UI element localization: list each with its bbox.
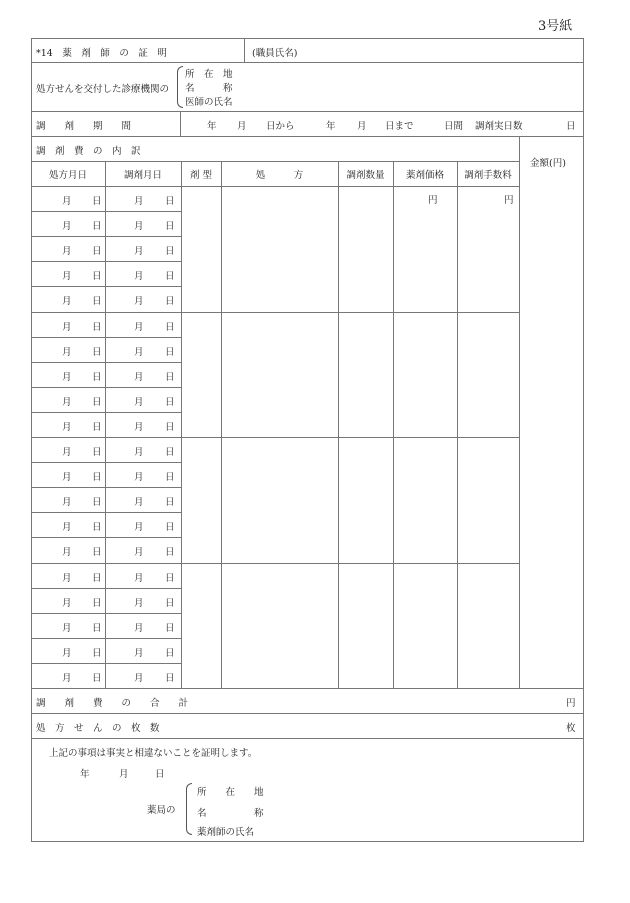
prescription-day[interactable]: 日 — [92, 647, 102, 659]
table-row — [31, 487, 181, 512]
prescription-day[interactable]: 日 — [92, 221, 102, 233]
prescription-day[interactable]: 日 — [92, 396, 102, 408]
prescription-month[interactable]: 月 — [62, 271, 72, 283]
dispensing-month[interactable]: 月 — [134, 447, 144, 458]
dispensing-day[interactable]: 日 — [165, 321, 175, 333]
table-row — [31, 236, 181, 261]
dispensing-month[interactable]: 月 — [134, 271, 144, 283]
column-header-prescription-date: 処方月日 — [48, 170, 87, 181]
dispensing-day[interactable]: 日 — [165, 672, 175, 684]
dispensing-month[interactable]: 月 — [134, 221, 144, 233]
table-row — [31, 286, 181, 311]
column-divider — [457, 161, 458, 688]
dispensing-month[interactable]: 月 — [134, 522, 144, 534]
dispensing-month[interactable]: 月 — [134, 672, 144, 684]
prescription-day[interactable]: 日 — [92, 497, 102, 509]
dispensing-day[interactable]: 日 — [165, 622, 175, 634]
amount-header: 金額(円) — [530, 158, 566, 169]
prescription-day[interactable]: 日 — [92, 547, 102, 559]
period-end-day[interactable]: 日まで — [385, 121, 414, 132]
dispensing-month[interactable]: 月 — [134, 346, 144, 358]
prescription-day[interactable]: 日 — [92, 597, 102, 609]
column-divider — [338, 161, 339, 688]
dispensing-month[interactable]: 月 — [134, 246, 144, 258]
prescription-month[interactable]: 月 — [62, 547, 72, 559]
column-header-dispensing-fee: 調剤手数料 — [464, 170, 512, 181]
prescription-month[interactable]: 月 — [62, 371, 72, 383]
dispensing-month[interactable]: 月 — [134, 396, 144, 408]
prescription-month[interactable]: 月 — [62, 522, 72, 534]
column-divider — [221, 161, 222, 688]
dispensing-day[interactable]: 日 — [165, 572, 175, 584]
total-label: 調 剤 費 の 合 計 — [36, 698, 189, 709]
prescription-month[interactable]: 月 — [62, 647, 72, 659]
dispensing-day[interactable]: 日 — [165, 522, 175, 534]
institution-name-field[interactable]: 名 称 — [185, 83, 233, 94]
period-days[interactable]: 日間 — [444, 121, 464, 132]
dispensing-month[interactable]: 月 — [134, 321, 144, 333]
dispensing-day[interactable]: 日 — [165, 472, 175, 484]
table-row — [31, 512, 181, 537]
pharmacy-address-field[interactable]: 所 在 地 — [197, 787, 264, 798]
total-field[interactable]: 円 — [566, 698, 576, 709]
breakdown-label: 調 剤 費 の 内 訳 — [36, 146, 141, 157]
certification-statement: 上記の事項は事実と相違ないことを証明します。 — [49, 748, 258, 759]
table-row — [31, 638, 181, 663]
dispensing-month[interactable]: 月 — [134, 622, 144, 634]
dispensing-day[interactable]: 日 — [165, 246, 175, 258]
brace-icon — [186, 783, 192, 835]
prescription-day[interactable]: 日 — [92, 622, 102, 634]
table-row — [31, 412, 181, 437]
dispensing-day[interactable]: 日 — [165, 497, 175, 509]
dispensing-month[interactable]: 月 — [134, 597, 144, 609]
prescription-month[interactable]: 月 — [62, 396, 72, 408]
prescription-month[interactable]: 月 — [62, 421, 72, 433]
prescription-day[interactable]: 日 — [92, 472, 102, 484]
dispensing-day[interactable]: 日 — [165, 647, 175, 659]
dispensing-month[interactable]: 月 — [134, 196, 144, 207]
prescription-month[interactable]: 月 — [62, 672, 72, 684]
prescription-day[interactable]: 日 — [92, 321, 102, 333]
dispensing-day[interactable]: 日 — [165, 221, 175, 233]
table-row — [31, 387, 181, 412]
prescription-month[interactable]: 月 — [62, 196, 72, 207]
dispensing-day[interactable]: 日 — [165, 396, 175, 408]
brace-icon — [177, 66, 183, 108]
prescription-day[interactable]: 日 — [92, 522, 102, 534]
prescription-day[interactable]: 日 — [92, 346, 102, 358]
dispensing-month[interactable]: 月 — [134, 421, 144, 433]
column-header-dispensing-date: 調剤月日 — [123, 170, 162, 181]
table-row — [31, 462, 181, 487]
prescription-day[interactable]: 日 — [92, 447, 102, 458]
prescription-day[interactable]: 日 — [92, 296, 102, 308]
prescription-day[interactable]: 日 — [92, 672, 102, 684]
cert-day[interactable]: 日 — [155, 769, 165, 780]
prescription-month[interactable]: 月 — [62, 296, 72, 308]
prescription-day[interactable]: 日 — [92, 246, 102, 258]
table-row — [31, 537, 181, 562]
prescription-month[interactable]: 月 — [62, 221, 72, 233]
dispensing-day[interactable]: 日 — [165, 421, 175, 433]
dispensing-month[interactable]: 月 — [134, 371, 144, 383]
doctor-name-field[interactable]: 医師の氏名 — [185, 97, 233, 108]
column-divider — [181, 161, 182, 688]
period-end-month[interactable]: 月 — [357, 121, 367, 132]
dispensing-day[interactable]: 日 — [165, 447, 175, 458]
dispensing-fee-yen: 円 — [504, 195, 514, 206]
column-header-dosage-form: 剤 型 — [189, 170, 213, 181]
prescription-month[interactable]: 月 — [62, 497, 72, 509]
dispensing-day[interactable]: 日 — [165, 547, 175, 559]
table-row — [31, 186, 181, 211]
table-row — [31, 613, 181, 638]
table-row — [31, 563, 181, 588]
prescription-month[interactable]: 月 — [62, 622, 72, 634]
dispensing-month[interactable]: 月 — [134, 296, 144, 308]
period-start-year[interactable]: 年 — [207, 121, 217, 132]
pharmacy-name-field[interactable]: 名 称 — [197, 808, 264, 819]
certificate-title: *14 薬 剤 師 の 証 明 — [36, 48, 167, 59]
table-row — [31, 312, 181, 337]
prescription-day[interactable]: 日 — [92, 196, 102, 207]
period-start-month[interactable]: 月 — [237, 121, 247, 132]
table-row — [31, 362, 181, 387]
column-header-drug-price: 薬剤価格 — [405, 170, 444, 181]
table-row — [31, 261, 181, 286]
prescription-day[interactable]: 日 — [92, 421, 102, 433]
prescription-month[interactable]: 月 — [62, 346, 72, 358]
dispensing-day[interactable]: 日 — [165, 346, 175, 358]
prescription-month[interactable]: 月 — [62, 472, 72, 484]
column-header-dispensing-quantity: 調剤数量 — [346, 170, 385, 181]
dispensing-day[interactable]: 日 — [165, 371, 175, 383]
prescription-month[interactable]: 月 — [62, 597, 72, 609]
prescription-day[interactable]: 日 — [92, 271, 102, 283]
period-label: 調 剤 期 間 — [36, 121, 132, 132]
period-start-day[interactable]: 日から — [266, 121, 295, 132]
prescription-month[interactable]: 月 — [62, 321, 72, 333]
column-divider — [393, 161, 394, 688]
prescription-month[interactable]: 月 — [62, 246, 72, 258]
drug-price-yen: 円 — [428, 195, 438, 206]
actual-days-field[interactable]: 日 — [566, 121, 576, 132]
dispensing-day[interactable]: 日 — [165, 196, 175, 207]
count-field[interactable]: 枚 — [566, 723, 576, 734]
institution-label: 処方せんを交付した診療機関の — [36, 84, 170, 95]
table-row — [31, 588, 181, 613]
cert-month[interactable]: 月 — [119, 769, 129, 780]
form-number: 3号紙 — [538, 19, 573, 34]
dispensing-month[interactable]: 月 — [134, 472, 144, 484]
prescription-day[interactable]: 日 — [92, 371, 102, 383]
dispensing-month[interactable]: 月 — [134, 572, 144, 584]
prescription-day[interactable]: 日 — [92, 572, 102, 584]
prescription-month[interactable]: 月 — [62, 447, 72, 458]
dispensing-day[interactable]: 日 — [165, 296, 175, 308]
table-row — [31, 211, 181, 236]
table-row — [31, 663, 181, 688]
dispensing-month[interactable]: 月 — [134, 497, 144, 509]
institution-address-field[interactable]: 所 在 地 — [185, 69, 233, 80]
dispensing-month[interactable]: 月 — [134, 647, 144, 659]
actual-days-label: 調剤実日数 — [475, 121, 523, 132]
period-end-year[interactable]: 年 — [326, 121, 336, 132]
table-row — [31, 437, 181, 462]
cert-year[interactable]: 年 — [80, 769, 90, 780]
count-label: 処 方 せ ん の 枚 数 — [36, 723, 160, 734]
prescription-month[interactable]: 月 — [62, 572, 72, 584]
dispensing-day[interactable]: 日 — [165, 597, 175, 609]
staff-name-field[interactable]: (職員氏名) — [252, 48, 298, 59]
table-row — [31, 337, 181, 362]
column-header-prescription: 処 方 — [255, 170, 304, 181]
dispensing-month[interactable]: 月 — [134, 547, 144, 559]
dispensing-day[interactable]: 日 — [165, 271, 175, 283]
pharmacy-label: 薬局の — [147, 805, 176, 816]
pharmacist-name-field[interactable]: 薬剤師の氏名 — [197, 827, 255, 838]
